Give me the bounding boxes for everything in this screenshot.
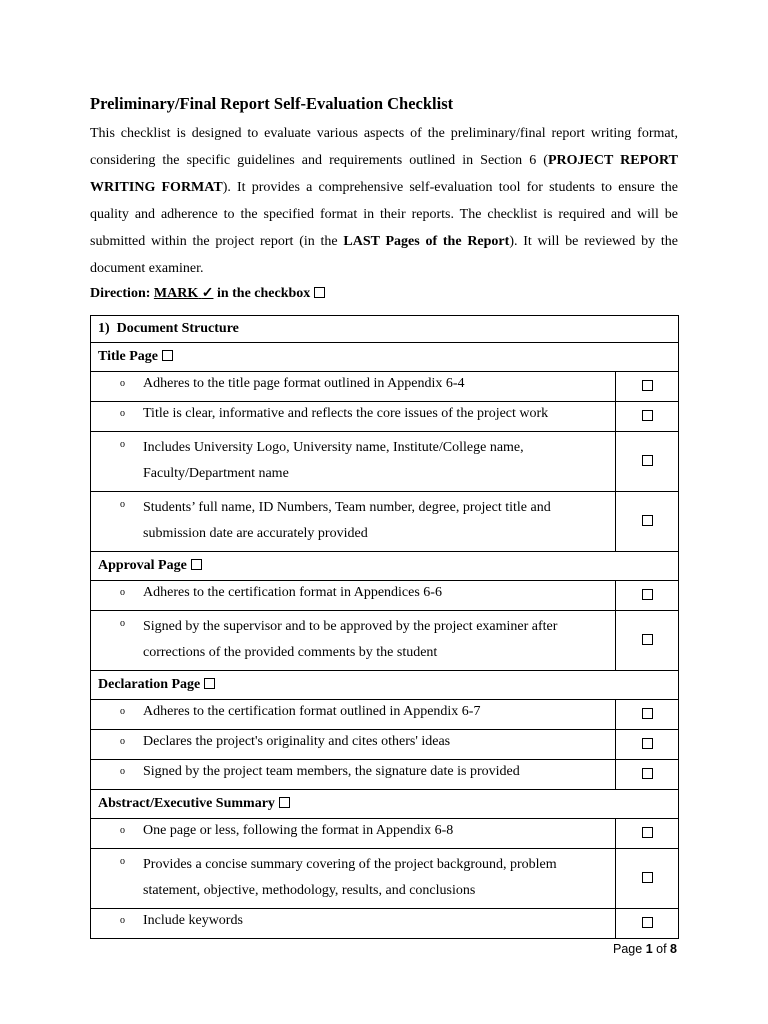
item-checkbox-cell bbox=[616, 700, 679, 730]
direction-mark-instruction bbox=[154, 286, 214, 301]
checklist-item-row bbox=[91, 730, 679, 760]
checklist-item-row bbox=[91, 700, 679, 730]
circle-bullet-icon: o bbox=[120, 587, 125, 598]
checklist-item bbox=[91, 402, 616, 432]
item-text: Declares the project's originality and cites others' ideas bbox=[143, 734, 451, 749]
item-checkbox-cell bbox=[616, 402, 679, 432]
item-text: Adheres to the certification format outlined in Appendix 6-7 bbox=[143, 704, 481, 719]
checklist-item bbox=[91, 760, 616, 790]
check-mark-icon: ✓ bbox=[201, 286, 214, 301]
checklist-item-row bbox=[91, 611, 679, 671]
checklist-item bbox=[91, 581, 616, 611]
checklist-item-row bbox=[91, 432, 679, 492]
checklist-item bbox=[91, 849, 616, 909]
checklist-item bbox=[91, 492, 616, 552]
item-checkbox[interactable] bbox=[642, 768, 653, 779]
circle-bullet-icon: o bbox=[120, 766, 125, 777]
intro-bold-section-name: PROJECT REPORT WRITING FORMAT bbox=[90, 153, 678, 195]
group-header-row bbox=[91, 671, 679, 700]
item-checkbox[interactable] bbox=[642, 827, 653, 838]
checklist-item bbox=[91, 730, 616, 760]
circle-bullet-icon: o bbox=[120, 499, 125, 510]
item-checkbox-cell bbox=[616, 730, 679, 760]
item-checkbox-cell bbox=[616, 581, 679, 611]
item-text: Signed by the supervisor and to be approved by the project examiner after corrections of the provided comments by the student bbox=[143, 619, 558, 660]
item-checkbox-cell bbox=[616, 372, 679, 402]
section-header-row bbox=[91, 316, 679, 343]
of-label: of bbox=[656, 942, 667, 956]
item-checkbox-cell bbox=[616, 611, 679, 671]
section-title: Document Structure bbox=[116, 321, 239, 336]
group-title-cell bbox=[91, 671, 679, 700]
checklist-item-row bbox=[91, 909, 679, 939]
intro-paragraph bbox=[90, 120, 678, 282]
item-checkbox-cell bbox=[616, 909, 679, 939]
item-checkbox[interactable] bbox=[642, 872, 653, 883]
direction-rest: in the checkbox bbox=[216, 286, 311, 301]
group-title-declaration-page: Declaration Page bbox=[98, 677, 201, 692]
checklist-item-row bbox=[91, 819, 679, 849]
item-checkbox[interactable] bbox=[642, 917, 653, 928]
item-text: Includes University Logo, University name, Institute/College name, Faculty/Department name bbox=[143, 440, 524, 481]
checklist-item bbox=[91, 432, 616, 492]
group-title-cell bbox=[91, 343, 679, 372]
checklist-item-row bbox=[91, 581, 679, 611]
item-checkbox-cell bbox=[616, 760, 679, 790]
checklist-item bbox=[91, 372, 616, 402]
direction-label: Direction: bbox=[90, 286, 151, 301]
group-title-cell bbox=[91, 790, 679, 819]
item-checkbox[interactable] bbox=[642, 708, 653, 719]
intro-text-1: This checklist is designed to evaluate various aspects of the preliminary/final report writing format, considering the specific guidelines and requirements outlined in Section 6 ( bbox=[90, 126, 678, 168]
circle-bullet-icon: o bbox=[120, 706, 125, 717]
checklist-item bbox=[91, 909, 616, 939]
checklist-item-row bbox=[91, 402, 679, 432]
item-checkbox[interactable] bbox=[642, 455, 653, 466]
checklist-item bbox=[91, 611, 616, 671]
checklist-item-row bbox=[91, 492, 679, 552]
document-title: Preliminary/Final Report Self-Evaluation Checklist bbox=[90, 94, 454, 113]
circle-bullet-icon: o bbox=[120, 378, 125, 389]
circle-bullet-icon: o bbox=[120, 856, 125, 867]
section-header-cell bbox=[91, 316, 679, 343]
circle-bullet-icon: o bbox=[120, 825, 125, 836]
item-checkbox-cell bbox=[616, 432, 679, 492]
direction-line bbox=[90, 285, 325, 302]
circle-bullet-icon: o bbox=[120, 408, 125, 419]
item-checkbox[interactable] bbox=[642, 380, 653, 391]
group-title-cell bbox=[91, 552, 679, 581]
item-checkbox[interactable] bbox=[642, 738, 653, 749]
item-checkbox[interactable] bbox=[642, 589, 653, 600]
group-checkbox[interactable] bbox=[162, 350, 173, 361]
intro-text-2: ). It provides a comprehensive self-evaluation tool for students to ensure the quality and adherence to the specified format in their reports. The checklist is required and will be submitted within the project report (in the bbox=[90, 180, 678, 249]
item-text: Provides a concise summary covering of the project background, problem statement, objective, methodology, results, and conclusions bbox=[143, 857, 557, 898]
item-text: Students’ full name, ID Numbers, Team number, degree, project title and submission date are accurately provided bbox=[143, 500, 551, 541]
checklist-item bbox=[91, 819, 616, 849]
total-pages: 8 bbox=[670, 942, 677, 956]
group-title-title-page: Title Page bbox=[98, 349, 159, 364]
group-header-row bbox=[91, 790, 679, 819]
item-text: Adheres to the certification format in Appendices 6-6 bbox=[143, 585, 442, 600]
group-checkbox[interactable] bbox=[279, 797, 290, 808]
checklist-item-row bbox=[91, 760, 679, 790]
item-checkbox[interactable] bbox=[642, 515, 653, 526]
group-header-row bbox=[91, 343, 679, 372]
checklist-item bbox=[91, 700, 616, 730]
group-header-row bbox=[91, 552, 679, 581]
page-label: Page bbox=[613, 942, 643, 956]
group-checkbox[interactable] bbox=[191, 559, 202, 570]
page-number bbox=[613, 942, 677, 956]
item-text: Title is clear, informative and reflects the core issues of the project work bbox=[143, 406, 549, 421]
item-text: One page or less, following the format in Appendix 6-8 bbox=[143, 823, 454, 838]
current-page: 1 bbox=[645, 942, 653, 956]
checkbox-icon bbox=[314, 287, 325, 298]
checklist-item-row bbox=[91, 372, 679, 402]
item-text: Adheres to the title page format outlined in Appendix 6-4 bbox=[143, 376, 465, 391]
item-text: Signed by the project team members, the signature date is provided bbox=[143, 764, 520, 779]
circle-bullet-icon: o bbox=[120, 439, 125, 450]
direction-mark-word: MARK bbox=[153, 286, 199, 301]
item-checkbox-cell bbox=[616, 492, 679, 552]
item-checkbox[interactable] bbox=[642, 410, 653, 421]
section-number: 1) bbox=[98, 321, 110, 336]
group-title-abstract: Abstract/Executive Summary bbox=[98, 796, 275, 811]
item-text: Include keywords bbox=[143, 913, 243, 928]
circle-bullet-icon: o bbox=[120, 915, 125, 926]
group-title-approval-page: Approval Page bbox=[98, 558, 187, 573]
intro-text-3: ). It will be reviewed by the document examiner. bbox=[90, 234, 679, 276]
item-checkbox-cell bbox=[616, 849, 679, 909]
item-checkbox-cell bbox=[616, 819, 679, 849]
item-checkbox[interactable] bbox=[642, 634, 653, 645]
intro-bold-last-pages: LAST Pages of the Report bbox=[343, 234, 510, 249]
circle-bullet-icon: o bbox=[120, 618, 125, 629]
checklist-item-row bbox=[91, 849, 679, 909]
checklist-table bbox=[90, 315, 679, 939]
circle-bullet-icon: o bbox=[120, 736, 125, 747]
group-checkbox[interactable] bbox=[204, 678, 215, 689]
